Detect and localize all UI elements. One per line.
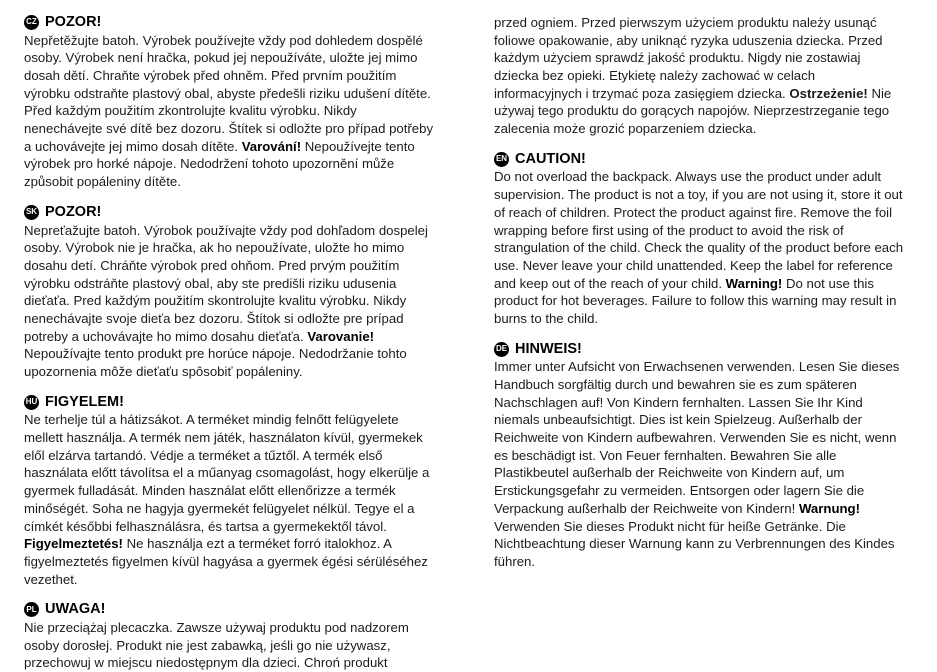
section-body-pl-continuation — [494, 14, 904, 138]
warning-section-pl — [24, 601, 434, 672]
bold-warning-de: Warnung! — [798, 500, 861, 516]
text-run: Ne használja ezt a terméket forró italokhoz. A figyelmeztetés figyelmen kívül hagyása a gyermek égési sérüléséhez vezethet. — [24, 536, 428, 587]
warning-section-en — [494, 151, 904, 328]
lang-badge-en-icon: EN — [494, 152, 509, 167]
bold-warning-pl: Ostrzeżenie! — [789, 85, 868, 101]
text-run: Do not overload the backpack. Always use the product under adult supervision. The product is not a toy, if you are not using it, store it out of reach of children. Protect the product against fire. Remove the foil wrapping before first using of the product to avoid the risk of strangulation of the child. Check the quality of the product before each use. Never leave your child unattended. Keep the label for reference and keep out of the reach of your child. — [494, 169, 904, 291]
text-run: Ne terhelje túl a hátizsákot. A terméket mindig felnőtt felügyelete mellett használja. A termék nem játék, használaton kívül, gyermekek elől elzárva tartandó. Védje a terméket a tűztől. A termék első használata előtt távolítsa el a műanyag csomagolást, hogy elkerülje a gyermek fulladását. Minden használat előtt ellenőrizze a termék minőségét. Soha ne hagyja gyermekét felügyelet nélkül. Tegye el a címkét későbbi felhasználásra, és tartsa a gyermekektől távol. — [24, 412, 430, 534]
lang-badge-sk-icon: SK — [24, 205, 39, 220]
section-title-en: CAUTION! — [515, 150, 586, 167]
lang-badge-hu-icon: HU — [24, 395, 39, 410]
section-heading-de — [494, 341, 904, 358]
text-run: Nepreťažujte batoh. Výrobok používajte vždy pod dohľadom dospelej osoby. Výrobok nie je hračka, ak ho nepoužívate, uložte ho mimo dosahu detí. Chráňte výrobok pred ohňom. Pred prvým použitím výrobku odstráňte plastový obal, aby ste predišli riziku udusenia dieťaťa. Pred každým použitím skontrolujte kvalitu výrobku. Nikdy nenechávajte svoje dieťa bez dozoru. Štítok si odložte pre prípad potreby a uchovávajte ho mimo dosahu dieťaťa. — [24, 222, 428, 344]
text-run: Do not use this product for hot beverages. Failure to follow this warning may result in burns to the child. — [494, 275, 897, 326]
text-run: Nepoužívejte tento výrobek pro horké nápoje. Nedodržení tohoto upozornění může způsobit popáleniny dítěte. — [24, 138, 415, 190]
lang-badge-pl-icon: PL — [24, 602, 39, 617]
text-run: Nie używaj tego produktu do gorących napojów. Nieprzestrzeganie tego zalecenia może grozić poparzeniem dziecka. — [494, 85, 892, 137]
section-heading-en — [494, 151, 904, 168]
section-body-sk — [24, 222, 434, 381]
section-heading-pl — [24, 601, 434, 618]
section-heading-hu — [24, 394, 434, 411]
warning-section-hu — [24, 394, 434, 589]
section-title-sk: POZOR! — [45, 203, 102, 220]
section-title-hu: FIGYELEM! — [45, 393, 124, 410]
section-title-cz: POZOR! — [45, 14, 102, 30]
section-body-cz — [24, 32, 434, 191]
warning-section-de — [494, 341, 904, 571]
lang-badge-cz-icon: CZ — [24, 15, 39, 30]
section-heading-cz — [24, 14, 434, 31]
text-run: przed ogniem. Przed pierwszym użyciem produktu należy usunąć foliowe opakowanie, aby uniknąć ryzyka uduszenia dziecka. Przed każdym użyciem sprawdź jakość produktu. Nigdy nie zostawiaj dziecka bez opieki. Etykietę należy zachować w celach informacyjnych i trzymać poza zasięgiem dziecka. — [494, 15, 883, 101]
text-run: Verwenden Sie dieses Produkt nicht für heiße Getränke. Die Nichtbeachtung dieser Warnung kann zu Verbrennungen des Kindes führen. — [494, 518, 895, 569]
text-run: Nepřetěžujte batoh. Výrobek používejte vždy pod dohledem dospělé osoby. Výrobek není hračka, pokud jej nepoužíváte, uložte jej mimo dosah dětí. Chraňte výrobek před ohněm. Před prvním použitím výrobku odstraňte plastový obal, abyste předešli riziku udušení dítěte. Před každým použitím zkontrolujte kvalitu výrobku. Nikdy nenechávejte své dítě bez dozoru. Štítek si odložte pro případ potřeby a uchovávejte jej mimo dosah dítěte. — [24, 32, 434, 154]
text-run: Nie przeciążaj plecaczka. Zawsze używaj produktu pod nadzorem osoby dorosłej. Produkt nie jest zabawką, jeśli go nie używasz, przechowuj w miejscu niedostępnym dla dzieci. Chroń produkt — [24, 619, 409, 671]
bold-warning-cz: Varování! — [241, 138, 302, 154]
lang-badge-de-icon: DE — [494, 342, 509, 357]
left-column — [24, 14, 434, 671]
section-title-de: HINWEIS! — [515, 340, 582, 357]
section-title-pl: UWAGA! — [45, 601, 106, 618]
warning-section-sk — [24, 204, 434, 381]
two-column-layout — [24, 14, 913, 671]
bold-warning-sk: Varovanie! — [307, 328, 375, 344]
bold-warning-en: Warning! — [725, 275, 783, 291]
section-body-de — [494, 358, 904, 570]
right-column — [494, 14, 904, 640]
section-heading-sk — [24, 204, 434, 221]
text-run: Immer unter Aufsicht von Erwachsenen verwenden. Lesen Sie dieses Handbuch sorgfältig durch und bewahren sie es zum späteren Nachschlagen auf! Von Kindern fernhalten. Lassen Sie Ihr Kind niemals unbeaufsichtigt. Dies ist kein Spielzeug. Außerhalb der Reichweite von Kindern aufbewahren. Verwenden Sie es nicht, wenn es beschädigt ist. Von Feuer fernhalten. Bewahren Sie alle Plastikbeutel außerhalb der Reichweite von Kindern auf, um Erstickungsgefahr zu vermeiden. Entsorgen oder lagern Sie die Verpackung außerhalb der Reichweite von Kindern! — [494, 359, 900, 516]
warning-section-cz — [24, 14, 434, 191]
bold-warning-hu: Figyelmeztetés! — [24, 536, 123, 552]
section-body-hu — [24, 411, 434, 588]
section-body-pl — [24, 619, 434, 672]
section-body-en — [494, 168, 904, 327]
text-run: Nepoužívajte tento produkt pre horúce nápoje. Nedodržanie tohto upozornenia môže dieťaťu spôsobiť popáleniny. — [24, 346, 407, 380]
